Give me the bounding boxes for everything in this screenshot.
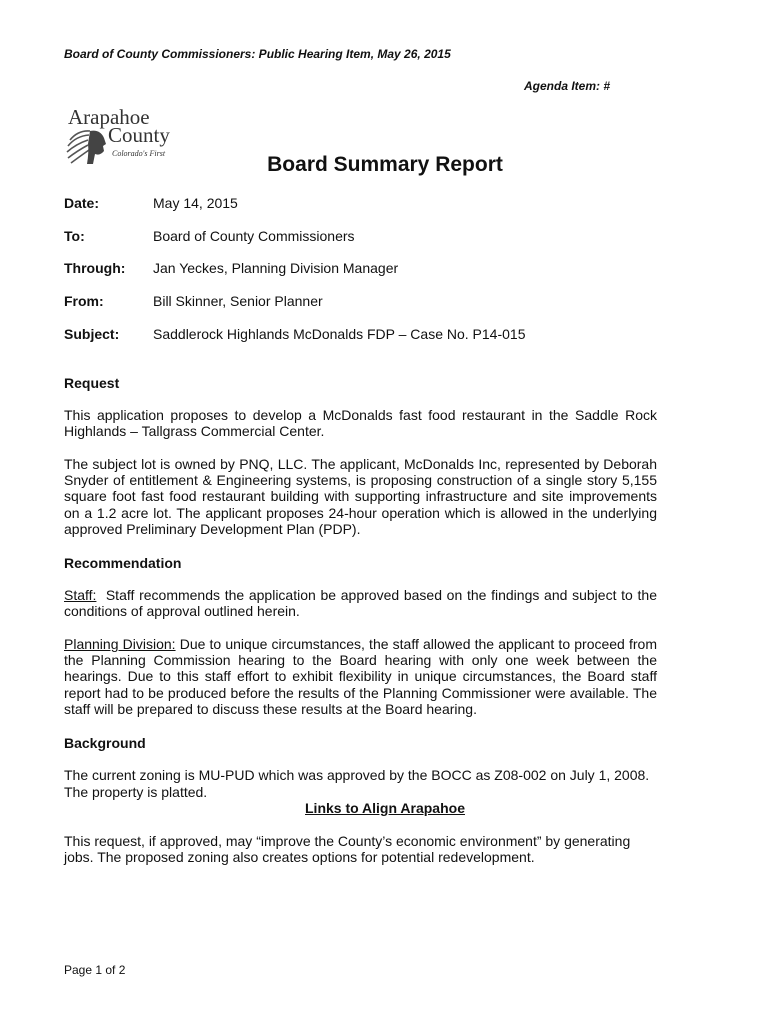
- request-paragraph-2: The subject lot is owned by PNQ, LLC. The applicant, McDonalds Inc, represented by Deborah Snyder of entitlement & Engineering systems, is proposing construction of a single story 5,155 square foot fast food restaurant building with supporting infrastructure and site improvements on a 1.2 acre lot. The applicant proposes 24-hour operation which is allowed in the underlying approved Preliminary Development Plan (PDP).: [64, 456, 657, 537]
- through-label: Through:: [64, 260, 126, 276]
- links-line-2: jobs. The proposed zoning also creates options for potential redevelopment.: [64, 849, 535, 865]
- background-heading: Background: [64, 735, 146, 751]
- staff-text: Staff recommends the application be approved based on the findings and subject to the conditions of approval outlined herein.: [64, 587, 657, 620]
- planning-paragraph: [64, 636, 657, 717]
- planning-text: Due to unique circumstances, the staff allowed the applicant to proceed from the Planning Commission hearing to the Board hearing with only one week between the hearings. Due to this staff effort to exhibit flexibility in unique circumstances, the Board staff report had to be produced before the results of the Planning Commissioner were available. The staff will be prepared to discuss these results at the Board hearing.: [64, 636, 657, 717]
- background-line-2: The property is platted.: [64, 784, 208, 800]
- report-title: Board Summary Report: [267, 153, 503, 176]
- links-heading: Links to Align Arapahoe: [305, 800, 465, 816]
- page-number: Page 1 of 2: [64, 963, 126, 977]
- recommendation-heading: Recommendation: [64, 555, 182, 571]
- logo-tagline: Colorado's First: [112, 149, 166, 158]
- staff-label: Staff:: [64, 587, 97, 603]
- subject-value: Saddlerock Highlands McDonalds FDP – Case No. P14-015: [153, 326, 526, 342]
- to-label: To:: [64, 228, 85, 244]
- to-value: Board of County Commissioners: [153, 228, 355, 244]
- logo-line1: Arapahoe: [68, 105, 150, 129]
- staff-paragraph: [64, 587, 657, 619]
- meeting-header: Board of County Commissioners: Public Hearing Item, May 26, 2015: [64, 47, 451, 61]
- date-label: Date:: [64, 195, 100, 211]
- request-heading: Request: [64, 375, 120, 391]
- links-line-1: This request, if approved, may “improve the County’s economic environment” by generating: [64, 833, 631, 849]
- subject-label: Subject:: [64, 326, 120, 342]
- date-value: May 14, 2015: [153, 195, 238, 211]
- logo-line2: County: [108, 123, 170, 147]
- planning-label: Planning Division:: [64, 636, 176, 652]
- from-label: From:: [64, 293, 104, 309]
- through-value: Jan Yeckes, Planning Division Manager: [153, 260, 399, 276]
- request-paragraph-1: This application proposes to develop a McDonalds fast food restaurant in the Saddle Rock Highlands – Tallgrass Commercial Center.: [64, 407, 657, 440]
- background-line-1: The current zoning is MU-PUD which was approved by the BOCC as Z08-002 on July 1, 2008.: [64, 767, 650, 783]
- agenda-item: Agenda Item: #: [523, 79, 610, 93]
- from-value: Bill Skinner, Senior Planner: [153, 293, 323, 309]
